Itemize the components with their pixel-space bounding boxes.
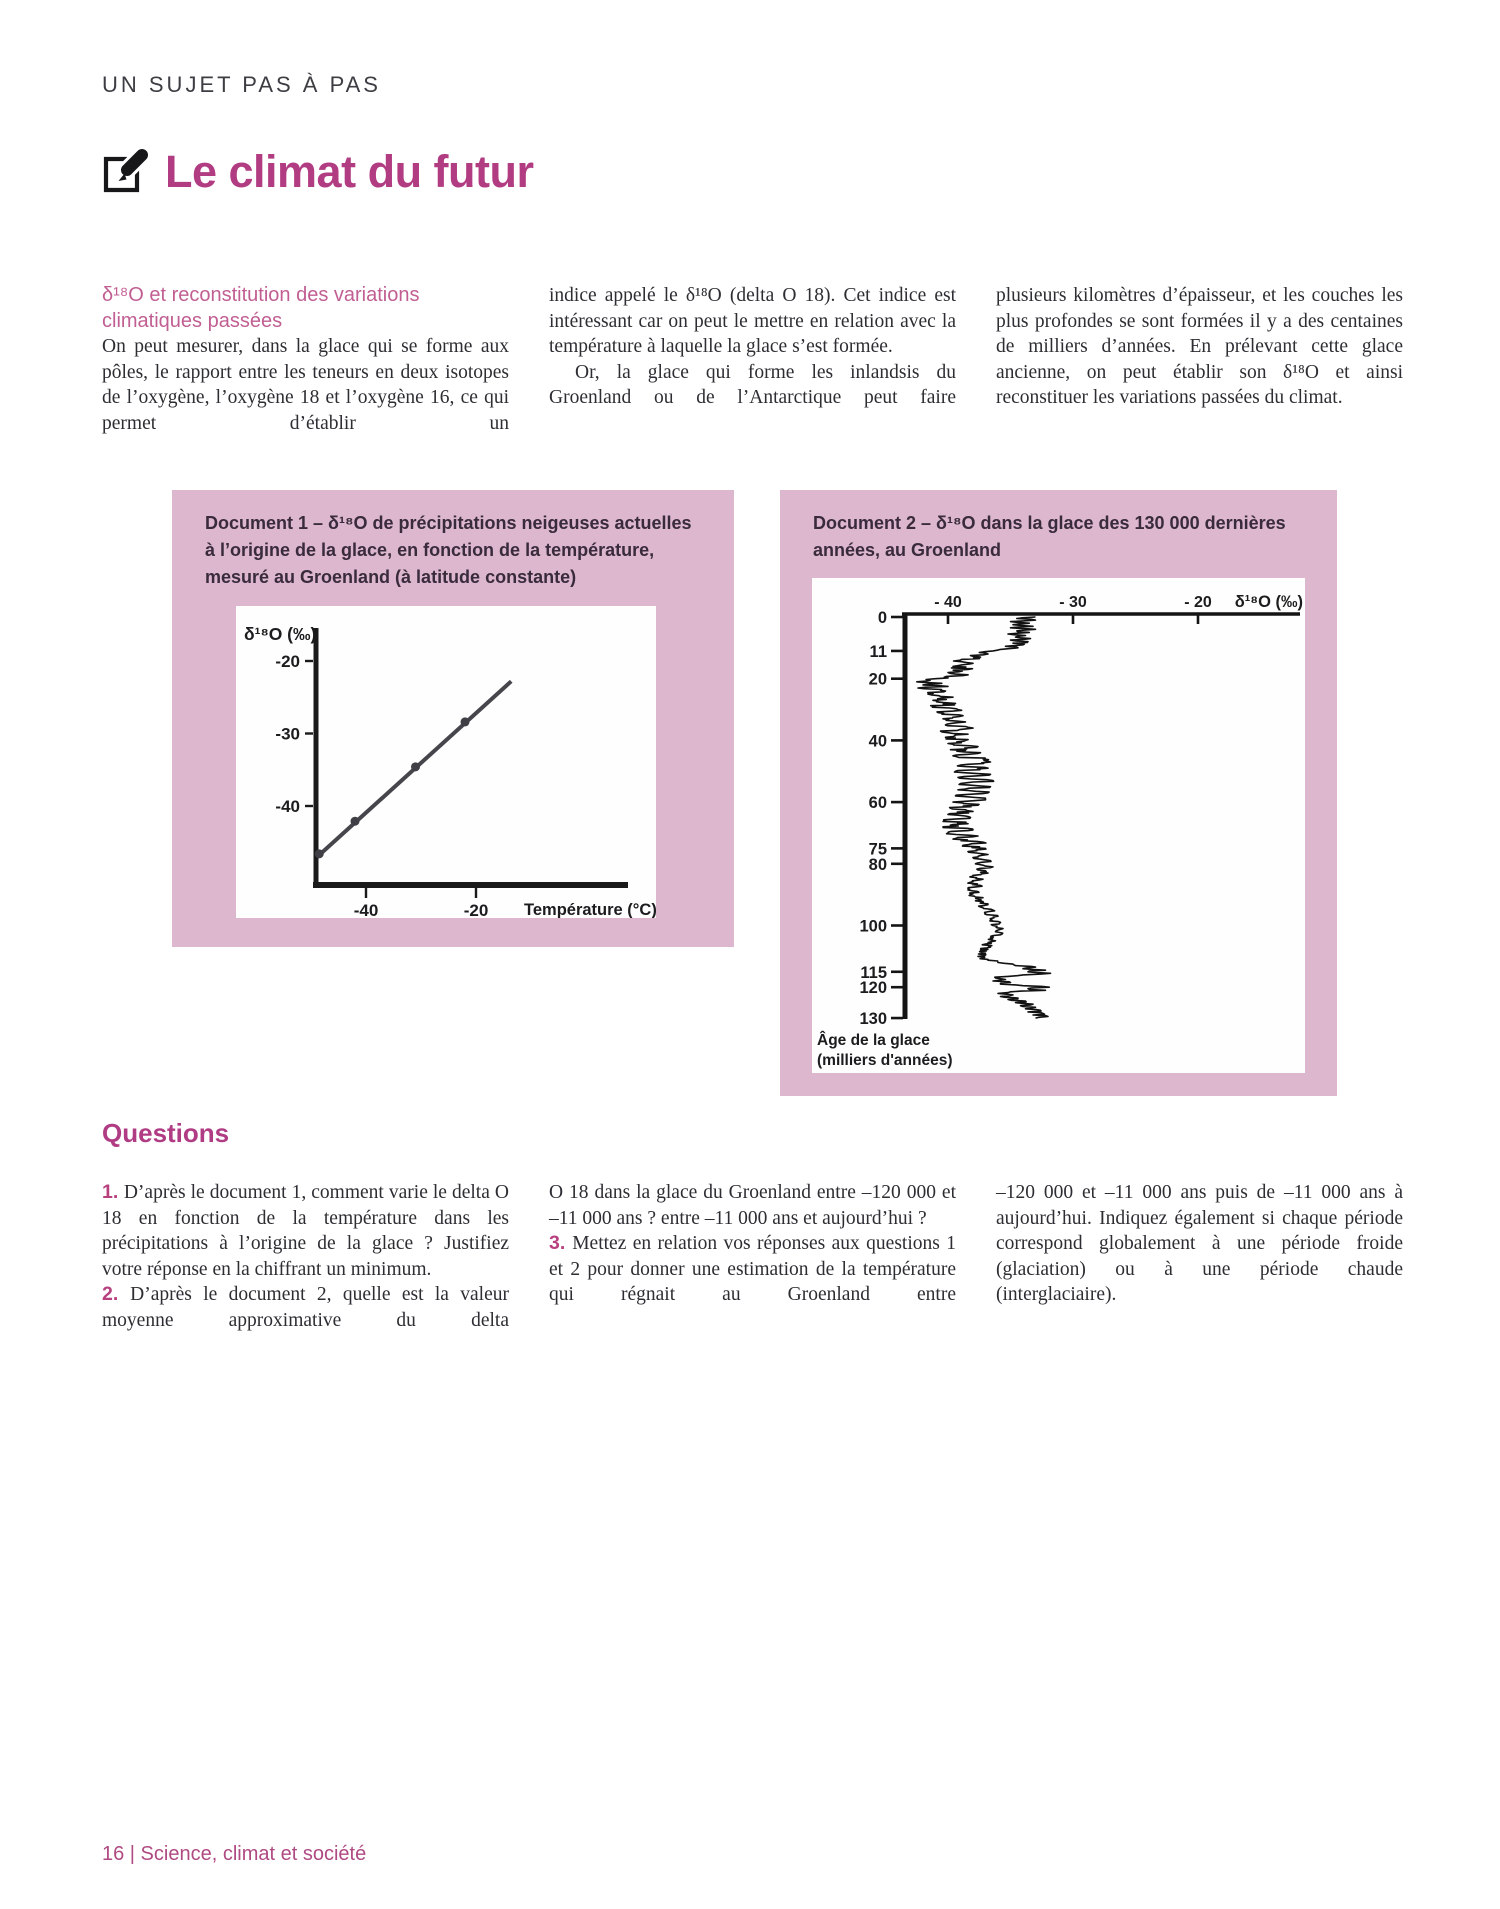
left-tick-label: 0 <box>877 609 887 627</box>
page-footer: 16 | Science, climat et société <box>102 1843 367 1865</box>
question-segment <box>102 1180 509 1282</box>
top-tick-label: - 20 <box>1184 594 1212 611</box>
intro-col-1 <box>102 283 509 436</box>
x-tick-label: -20 <box>463 901 489 918</box>
left-tick-label: 100 <box>859 917 887 936</box>
delta18O-curve <box>917 617 1051 1018</box>
left-tick-label: 80 <box>868 855 887 874</box>
question-text: O 18 dans la glace du Groenland entre –120 000 et –11 000 ans ? entre –11 000 ans et aujourd’hui ? <box>549 1182 956 1229</box>
y-tick-label: -20 <box>275 652 300 671</box>
title-row <box>100 146 534 198</box>
question-segment <box>549 1180 956 1231</box>
question-text: D’après le document 1, comment varie le delta O 18 en fonction de la température dans les précipitations à l’origine de la glace ? Justifiez votre réponse en la chiffrant un minimum. <box>102 1182 509 1280</box>
intro-col2-paragraph-1: indice appelé le δ¹⁸O (delta O 18). Cet indice est intéressant car on peut le mettre en relation avec la température à laquelle la glace s’est formée. <box>549 285 956 357</box>
left-tick-label: 20 <box>868 670 887 689</box>
questions-heading: Questions <box>102 1118 230 1148</box>
left-tick-label: 60 <box>868 794 887 813</box>
intro-col-3 <box>996 283 1403 436</box>
left-tick-label: 75 <box>868 840 887 859</box>
data-point <box>351 817 360 826</box>
document1-title: Document 1 – δ¹⁸O de précipitations neigeuses actuelles à l’origine de la glace, en fonction de la température, mesuré au Groenland (à latitude constante) <box>205 513 692 587</box>
x-tick-label: -40 <box>353 901 379 918</box>
top-tick-label: - 40 <box>934 594 962 611</box>
questions-col-3 <box>996 1180 1403 1333</box>
left-tick-label: 40 <box>868 732 887 751</box>
top-tick-label: - 30 <box>1059 594 1087 611</box>
questions-col-1 <box>102 1180 509 1333</box>
document1-box <box>172 490 734 947</box>
left-tick-label: 130 <box>859 1010 887 1029</box>
x-axis-title: Température (°C) <box>524 901 656 918</box>
data-point <box>411 762 420 771</box>
intro-heading: δ¹⁸O et reconstitution des variations climatiques passées <box>102 284 420 332</box>
intro-columns <box>102 283 1403 436</box>
doc1-chart-svg <box>236 606 656 918</box>
axis-caption-line1: Âge de la glace <box>817 1032 930 1049</box>
intro-col1-paragraph: On peut mesurer, dans la glace qui se forme aux pôles, le rapport entre les teneurs en deux isotopes de l’oxygène, l’oxygène 18 et l’oxygène 16, ce qui permet d’établir un <box>102 336 509 434</box>
left-tick-label: 115 <box>860 963 887 982</box>
document2-figure <box>812 578 1305 1073</box>
y-axis-title: δ¹⁸O (‰) <box>244 624 317 644</box>
question-number: 2. <box>102 1283 131 1305</box>
y-tick-label: -30 <box>275 724 300 744</box>
data-point <box>461 717 470 726</box>
question-text: –120 000 et –11 000 ans puis de –11 000 ans à aujourd’hui. Indiquez également si chaque période correspond globalement à une période froide (glaciation) ou à une période chaude (interglaciaire). <box>996 1182 1403 1305</box>
question-text: Mettez en relation vos réponses aux questions 1 et 2 pour donner une estimation de la température qui régnait au Groenland entre <box>549 1233 957 1305</box>
y-tick-label: -40 <box>275 797 300 816</box>
data-point <box>315 849 324 858</box>
question-text: D’après le document 2, quelle est la valeur moyenne approximative du delta <box>102 1284 509 1331</box>
intro-col-2 <box>549 283 956 436</box>
edit-pencil-icon <box>100 146 148 198</box>
question-segment <box>549 1231 956 1308</box>
intro-col3-paragraph: plusieurs kilomètres d’épaisseur, et les couches les plus profondes se sont formées il y a des centaines de milliers d’années. En prélevant cette glace ancienne, on peut établir son δ¹⁸O et ainsi reconstituer les variations passées du climat. <box>996 285 1403 408</box>
question-number: 3. <box>549 1232 573 1254</box>
question-segment <box>996 1180 1403 1308</box>
section-kicker: UN SUJET PAS À PAS <box>102 72 381 97</box>
top-axis-title: δ¹⁸O (‰) <box>1234 593 1303 611</box>
questions-col-2 <box>549 1180 956 1333</box>
doc2-chart-svg <box>812 578 1305 1073</box>
document2-title: Document 2 – δ¹⁸O dans la glace des 130 000 dernières années, au Groenland <box>813 513 1286 560</box>
axis-caption-line2: (milliers d'années) <box>817 1052 953 1069</box>
left-tick-label: 11 <box>869 642 887 661</box>
document1-figure <box>236 606 656 918</box>
question-number: 1. <box>102 1181 124 1203</box>
intro-col2-paragraph-2: Or, la glace qui forme les inlandsis du Groenland ou de l’Antarctique peut faire <box>549 361 956 408</box>
question-segment <box>102 1282 509 1333</box>
questions-columns <box>102 1180 1403 1333</box>
left-tick-label: 120 <box>859 979 887 998</box>
document2-box <box>780 490 1337 1096</box>
page-title: Le climat du futur <box>165 146 534 197</box>
